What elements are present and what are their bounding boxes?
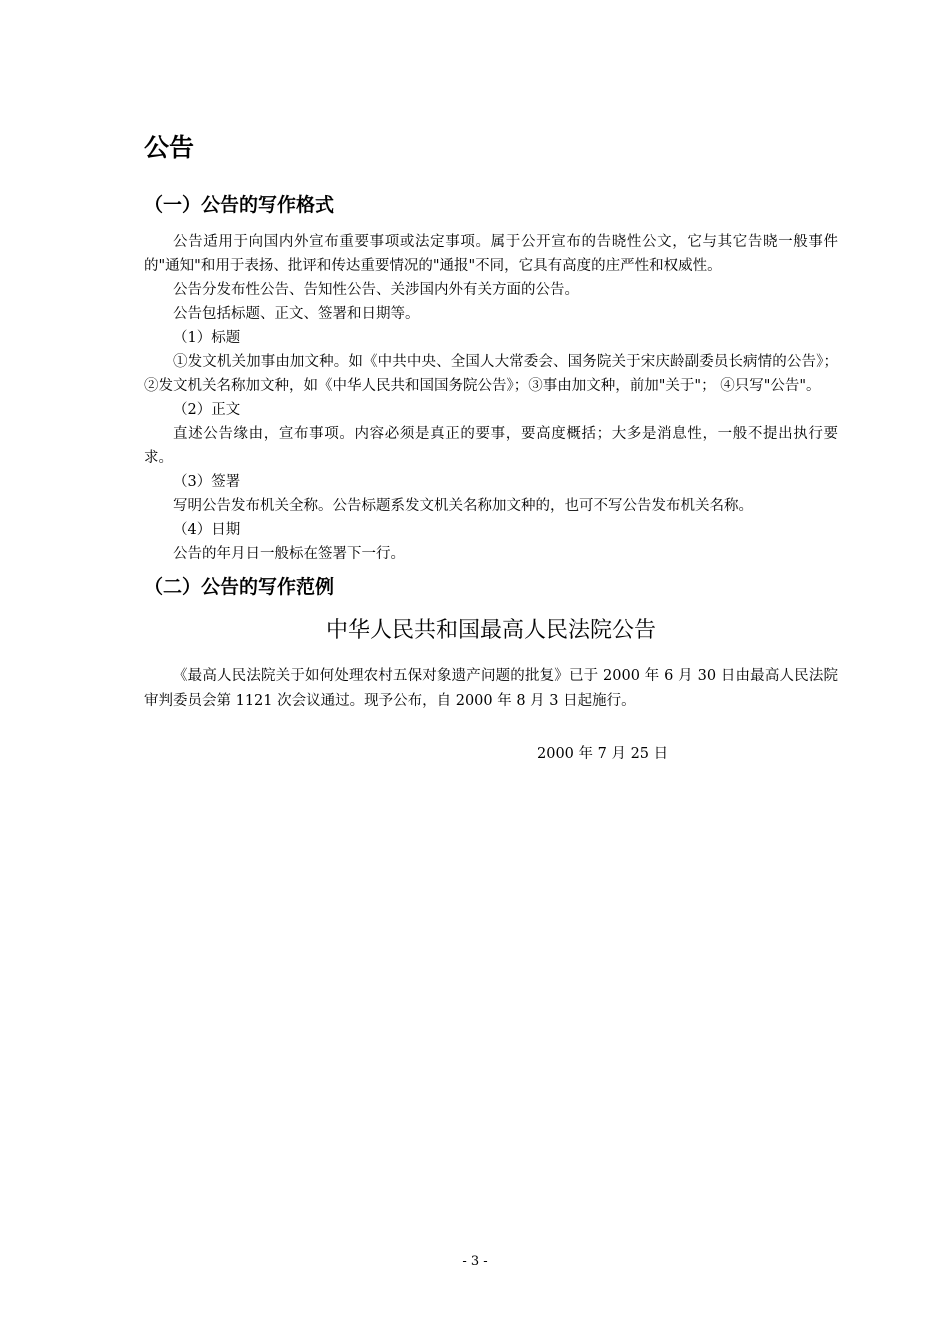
paragraph-signature-rules: 写明公告发布机关全称。公告标题系发文机关名称加文种的，也可不写公告发布机关名称。	[173, 498, 753, 514]
page-title: 公告	[144, 133, 195, 162]
paragraph-body-rules: 直述公告缘由，宣布事项。内容必须是真正的要事，要高度概括；大多是消息性，一般不提出执行要求。	[144, 426, 838, 466]
paragraph-date-rules: 公告的年月日一般标在签署下一行。	[173, 546, 405, 562]
paragraph-title-rules: ①发文机关加事由加文种。如《中共中央、全国人大常委会、国务院关于宋庆龄副委员长病情的公告》；②发文机关名称加文种，如《中华人民共和国国务院公告》；③事由加文种，前加"关于"； ④只写"公告"。	[144, 354, 838, 394]
paragraph-definition: 公告适用于向国内外宣布重要事项或法定事项。属于公开宣布的告晓性公文，它与其它告晓一般事件的"通知"和用于表扬、批评和传达重要情况的"通报"不同，它具有高度的庄严性和权威性。	[144, 234, 838, 274]
section-heading-format: （一）公告的写作格式	[144, 194, 335, 216]
paragraph-components: 公告包括标题、正文、签署和日期等。	[173, 306, 420, 322]
subheading-title: （1）标题	[173, 330, 241, 346]
notice-body: 《最高人民法院关于如何处理农村五保对象遗产问题的批复》已于 2000 年 6 月 30 日由最高人民法院审判委员会第 1121 次会议通过。现予公布，自 2000 年 8 月 3 日起施行。	[144, 668, 838, 709]
notice-date: 2000 年 7 月 25 日	[537, 746, 669, 762]
subheading-date: （4）日期	[173, 522, 241, 538]
section-heading-example: （二）公告的写作范例	[144, 576, 335, 598]
page-content	[144, 128, 838, 766]
subheading-signature: （3）签署	[173, 474, 241, 490]
paragraph-types: 公告分发布性公告、告知性公告、关涉国内外有关方面的公告。	[173, 282, 579, 298]
page-number: - 3 -	[462, 1254, 488, 1269]
subheading-body: （2）正文	[173, 402, 241, 418]
notice-title: 中华人民共和国最高人民法院公告	[325, 618, 656, 643]
